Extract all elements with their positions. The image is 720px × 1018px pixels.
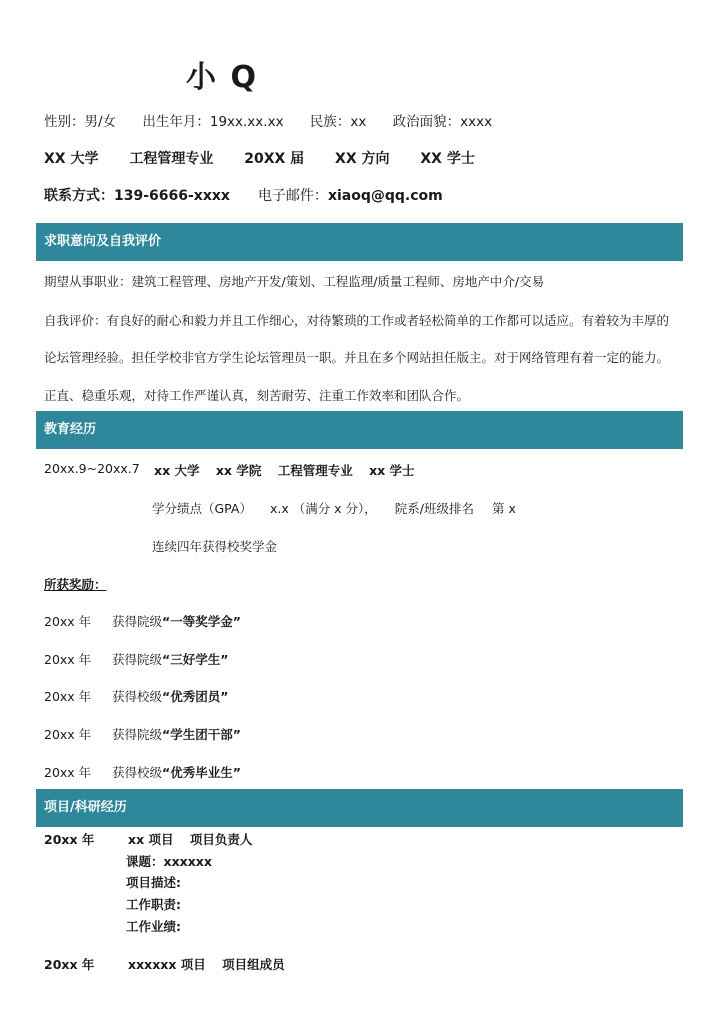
award-prefix: 获得院级 bbox=[112, 652, 163, 667]
personal-info-row bbox=[44, 110, 514, 130]
project-topic bbox=[126, 852, 212, 870]
education-details bbox=[154, 461, 415, 479]
award-item bbox=[112, 725, 241, 743]
project-year: 20xx 年 bbox=[44, 832, 95, 847]
project-name: xxxxxx 项目 bbox=[128, 957, 206, 972]
award-title: “一等奖学金” bbox=[162, 614, 241, 629]
education-period: 20xx.9~20xx.7 bbox=[44, 461, 140, 476]
university: XX 大学 bbox=[44, 151, 99, 167]
birth-date: 出生年月：19xx.xx.xx bbox=[142, 114, 284, 130]
award-prefix: 获得院级 bbox=[112, 727, 163, 742]
direction: XX 方向 bbox=[335, 151, 390, 167]
award-title: “三好学生” bbox=[162, 652, 229, 667]
self-evaluation-line-3: 正直、稳重乐观，对待工作严谨认真，刻苦耐劳、注重工作效率和团队合作。 bbox=[44, 388, 470, 403]
self-evaluation-line-2: 论坛管理经验。担任学校非官方学生论坛管理员一职。并且在多个网站担任版主。对于网络管理有着一定的能力。 bbox=[44, 350, 670, 365]
ethnicity: 民族：xx bbox=[309, 114, 367, 130]
contact-row bbox=[44, 185, 443, 205]
award-title: “优秀毕业生” bbox=[162, 765, 241, 780]
award-item bbox=[112, 612, 241, 630]
project-title-row bbox=[128, 955, 285, 973]
award-year: 20xx 年 bbox=[44, 614, 92, 629]
rank-label: 院系/班级排名 bbox=[394, 501, 475, 516]
section-header-projects: 项目/科研经历 bbox=[36, 789, 683, 827]
award-item bbox=[112, 687, 228, 705]
award-item bbox=[112, 650, 228, 668]
award-title: “优秀团员” bbox=[162, 689, 229, 704]
degree-title: XX 学士 bbox=[420, 151, 475, 167]
awards-heading: 所获奖励： bbox=[44, 577, 107, 592]
award-year: 20xx 年 bbox=[44, 727, 92, 742]
project-duty-label: 工作职责: bbox=[126, 897, 181, 912]
award-year: 20xx 年 bbox=[44, 652, 92, 667]
email-label: 电子邮件： bbox=[257, 188, 328, 204]
project-role: 项目组成员 bbox=[222, 957, 285, 972]
project-name: xx 项目 bbox=[128, 832, 174, 847]
education-school: xx 大学 bbox=[154, 463, 200, 478]
major: 工程管理专业 bbox=[129, 151, 214, 167]
phone-number: 139-6666-xxxx bbox=[114, 188, 230, 204]
education-college: xx 学院 bbox=[215, 463, 262, 478]
desired-job: 期望从事职业：建筑工程管理、房地产开发/策划、工程监理/质量工程师、房地产中介/交易 bbox=[44, 274, 545, 289]
section-header-intent: 求职意向及自我评价 bbox=[36, 223, 683, 261]
degree-row bbox=[44, 148, 501, 168]
project-result-label: 工作业绩: bbox=[126, 919, 181, 934]
award-prefix: 获得校级 bbox=[112, 765, 163, 780]
gender: 性别：男/女 bbox=[44, 114, 117, 130]
award-title: “学生团干部” bbox=[162, 727, 241, 742]
project-role: 项目负责人 bbox=[189, 832, 253, 847]
gpa-value: x.x （满分 x 分）， bbox=[269, 501, 377, 516]
project-description-label: 项目描述: bbox=[126, 875, 181, 890]
contact-label: 联系方式： bbox=[44, 188, 114, 204]
self-evaluation-line-1: 自我评价：有良好的耐心和毅力并且工作细心，对待繁琐的工作或者轻松简单的工作都可以适应。有着较为丰厚的 bbox=[44, 313, 670, 328]
award-prefix: 获得院级 bbox=[112, 614, 163, 629]
scholarship-note: 连续四年获得校奖学金 bbox=[152, 539, 278, 554]
political-status: 政治面貌：xxxx bbox=[392, 114, 493, 130]
project-topic-value: xxxxxx bbox=[163, 854, 212, 869]
email-address: xiaoq@qq.com bbox=[327, 188, 443, 204]
gpa-label: 学分绩点（GPA） bbox=[152, 501, 252, 516]
award-item bbox=[112, 763, 241, 781]
section-header-education: 教育经历 bbox=[36, 411, 683, 449]
project-year: 20xx 年 bbox=[44, 957, 95, 972]
project-topic-label: 课题： bbox=[126, 854, 164, 869]
award-year: 20xx 年 bbox=[44, 765, 92, 780]
education-major: 工程管理专业 bbox=[277, 463, 353, 478]
rank-value: 第 x bbox=[492, 501, 516, 516]
graduation-year: 20XX 届 bbox=[244, 151, 305, 167]
education-degree: xx 学士 bbox=[369, 463, 415, 478]
award-prefix: 获得校级 bbox=[112, 689, 163, 704]
project-title-row bbox=[128, 830, 252, 848]
gpa-row bbox=[152, 499, 516, 517]
candidate-name: 小 Q bbox=[186, 60, 258, 95]
award-year: 20xx 年 bbox=[44, 689, 92, 704]
